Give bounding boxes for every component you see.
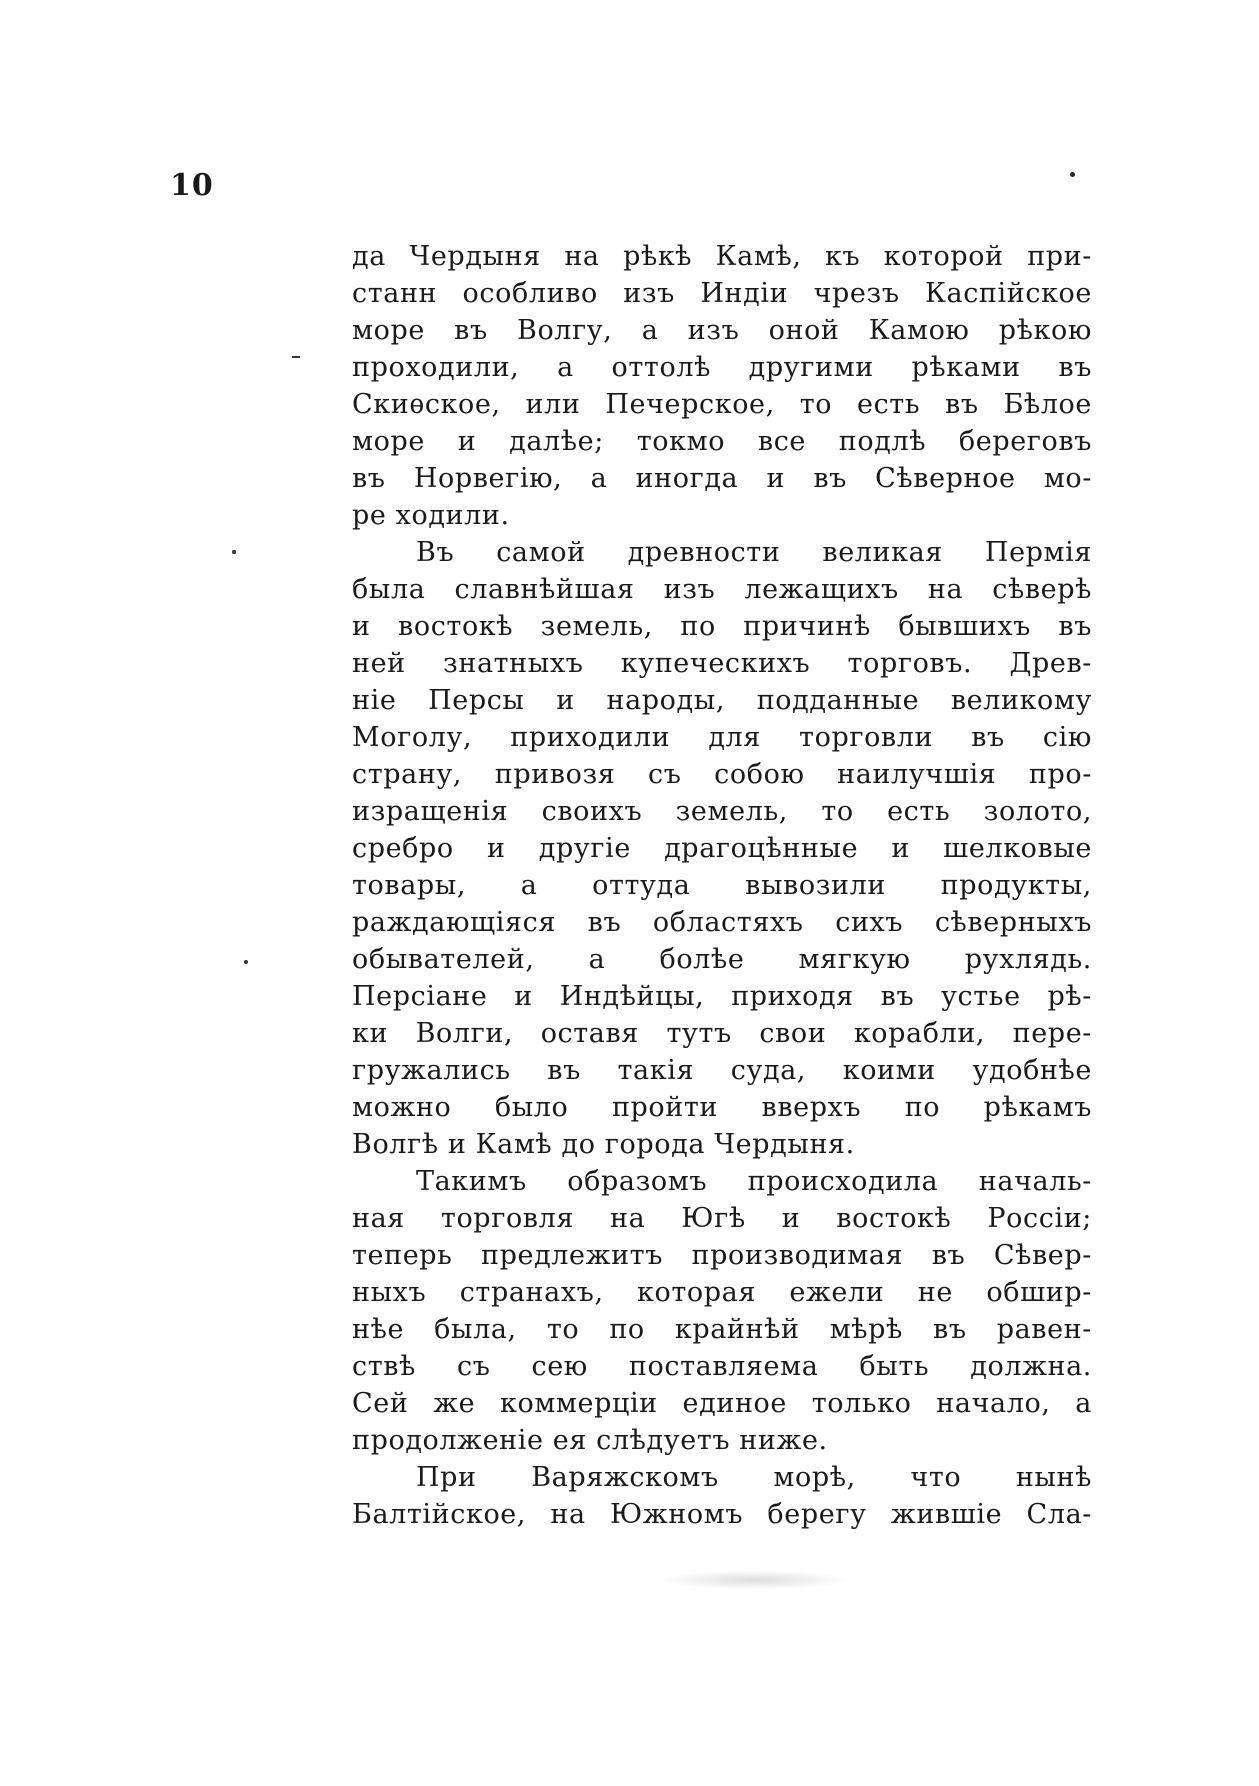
text-line: можно было пройти вверхъ по рѣкамъ bbox=[352, 1092, 1092, 1123]
text-line: обывателей, а болѣе мягкую рухлядь. bbox=[352, 944, 1092, 975]
text-line: ныхъ странахъ, которая ежели не обшир- bbox=[352, 1277, 1092, 1308]
text-line: ней знатныхъ купеческихъ торговъ. Древ- bbox=[352, 648, 1092, 679]
margin-mark bbox=[244, 960, 248, 964]
text-line: море въ Волгу, а изъ оной Камою рѣкою bbox=[352, 315, 1092, 346]
text-line: Волгѣ и Камѣ до города Чердыня. bbox=[352, 1129, 855, 1160]
text-line: была славнѣйшая изъ лежащихъ на сѣверѣ bbox=[352, 574, 1092, 605]
text-line: раждающіяся въ областяхъ сихъ сѣверныхъ bbox=[352, 907, 1092, 938]
text-line: Скиѳское, или Печерское, то есть въ Бѣлое bbox=[352, 389, 1092, 420]
text-line: нѣе была, то по крайнѣй мѣрѣ въ равен- bbox=[352, 1314, 1092, 1345]
text-line: продолженіе ея слѣдуетъ ниже. bbox=[352, 1425, 828, 1456]
text-line: Сей же коммерціи единое только начало, а bbox=[352, 1388, 1092, 1419]
margin-mark bbox=[232, 550, 236, 554]
text-line: товары, а оттуда вывозили продукты, bbox=[352, 870, 1092, 901]
text-line: ніе Персы и народы, подданные великому bbox=[352, 685, 1092, 716]
body-text bbox=[352, 238, 1092, 1533]
text-line: ная торговля на Югѣ и востокѣ Россіи; bbox=[352, 1203, 1092, 1234]
text-line: гружались въ такія суда, коими удобнѣе bbox=[352, 1055, 1092, 1086]
text-line: станн особливо изъ Индіи чрезъ Каспійское bbox=[352, 278, 1092, 309]
text-line: сребро и другіе драгоцѣнные и шелковые bbox=[352, 833, 1092, 864]
text-line: При Варяжскомъ морѣ, что нынѣ bbox=[416, 1462, 1092, 1493]
text-line: и востокѣ земель, по причинѣ бывшихъ въ bbox=[352, 611, 1092, 642]
text-line: море и далѣе; токмо все подлѣ береговъ bbox=[352, 426, 1092, 457]
text-line: теперь предлежитъ производимая въ Сѣвер- bbox=[352, 1240, 1092, 1271]
text-line: Въ самой древности великая Пермія bbox=[416, 537, 1092, 568]
text-line: Моголу, приходили для торговли въ сію bbox=[352, 722, 1092, 753]
text-line: ствѣ съ сею поставляема быть должна. bbox=[352, 1351, 1092, 1382]
margin-mark bbox=[292, 356, 300, 358]
text-line: ки Волги, оставя тутъ свои корабли, пере- bbox=[352, 1018, 1092, 1049]
text-line: изращенія своихъ земель, то есть золото, bbox=[352, 796, 1092, 827]
ink-smudge bbox=[660, 1570, 850, 1590]
page-number: 10 bbox=[170, 168, 214, 203]
text-line: проходили, а оттолѣ другими рѣками въ bbox=[352, 352, 1092, 383]
text-line: Персіане и Индѣйцы, приходя въ устье рѣ- bbox=[352, 981, 1092, 1012]
text-line: страну, привозя съ собою наилучшія про- bbox=[352, 759, 1092, 790]
text-line: ре ходили. bbox=[352, 500, 510, 531]
print-speck bbox=[1070, 172, 1075, 177]
text-line: въ Норвегію, а иногда и въ Сѣверное мо- bbox=[352, 463, 1092, 494]
text-line: Такимъ образомъ происходила началь- bbox=[416, 1166, 1092, 1197]
text-line: да Чердыня на рѣкѣ Камѣ, къ которой при- bbox=[352, 241, 1092, 272]
text-line: Балтійское, на Южномъ берегу жившіе Сла- bbox=[352, 1499, 1092, 1530]
